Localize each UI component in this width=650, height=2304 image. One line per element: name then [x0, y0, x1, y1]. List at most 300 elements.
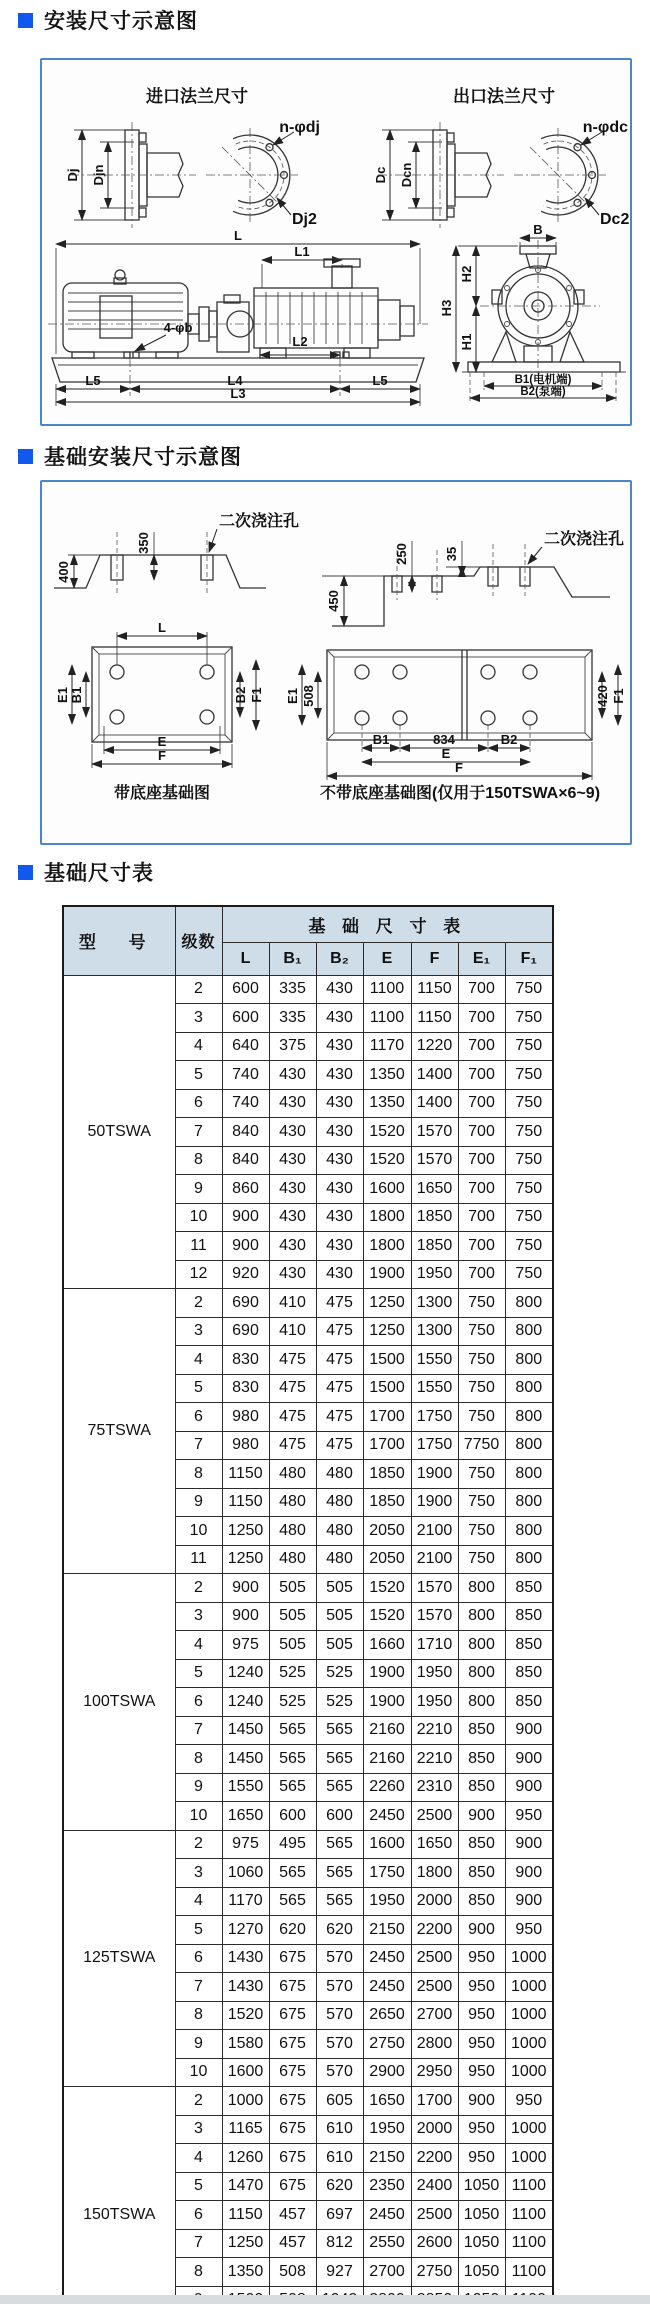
stage-cell: 2: [175, 1830, 222, 1859]
dimension-value-cell: 565: [316, 1830, 363, 1859]
model-column-header: 型 号: [63, 906, 175, 975]
dimension-value-cell: 800: [505, 1517, 553, 1546]
dimension-value-cell: 505: [316, 1574, 363, 1603]
dimension-value-cell: 1000: [505, 2001, 553, 2030]
dimension-value-cell: 950: [458, 2030, 505, 2059]
dimension-value-cell: 1520: [363, 1574, 411, 1603]
stage-cell: 5: [175, 2172, 222, 2201]
dimension-value-cell: 1950: [411, 1659, 458, 1688]
inlet-flange-diagram: [65, 119, 320, 228]
plan2-dim-508: 508: [301, 685, 316, 707]
dimension-value-cell: 1350: [222, 2258, 269, 2287]
dimension-value-cell: 750: [458, 1374, 505, 1403]
dimension-value-cell: 1600: [363, 1175, 411, 1204]
section-title: 基础安装尺寸示意图: [44, 446, 242, 469]
dimension-value-cell: 840: [222, 1146, 269, 1175]
inlet-dim-outer: Dj: [65, 168, 80, 182]
dimension-value-cell: 620: [316, 1916, 363, 1945]
stage-cell: 6: [175, 1688, 222, 1717]
grout-hole-label: 二次浇注孔: [219, 513, 300, 530]
stage-cell: 6: [175, 1944, 222, 1973]
dimension-value-cell: 410: [269, 1289, 316, 1318]
dimension-value-cell: 475: [269, 1403, 316, 1432]
dimension-value-cell: 1500: [363, 1346, 411, 1375]
dimension-value-cell: 900: [458, 1802, 505, 1831]
stage-cell: 8: [175, 1745, 222, 1774]
dimension-value-cell: 1750: [411, 1403, 458, 1432]
dimension-value-cell: 900: [458, 1916, 505, 1945]
dimension-value-cell: 1650: [411, 1830, 458, 1859]
outlet-flange-title: 出口法兰尺寸: [453, 87, 555, 106]
dimension-value-cell: 1100: [505, 2172, 553, 2201]
dimension-value-cell: 480: [269, 1517, 316, 1546]
dimension-value-cell: 1150: [411, 975, 458, 1004]
dimension-value-cell: 1430: [222, 1973, 269, 2002]
dimension-value-cell: 675: [269, 2030, 316, 2059]
dimension-value-cell: 750: [458, 1517, 505, 1546]
dimension-value-cell: 335: [269, 1004, 316, 1033]
dimension-value-cell: 860: [222, 1175, 269, 1204]
dim-L5-right: L5: [372, 373, 388, 388]
dimension-value-cell: 1900: [363, 1688, 411, 1717]
foundation-plan-with-base: [55, 620, 264, 802]
stage-cell: 5: [175, 1916, 222, 1945]
dimension-value-cell: 505: [316, 1631, 363, 1660]
foundation-diagram: [42, 482, 630, 843]
stage-cell: 5: [175, 1374, 222, 1403]
dimension-value-cell: 2500: [411, 2201, 458, 2230]
stage-cell: 5: [175, 1061, 222, 1090]
dimension-value-cell: 750: [458, 1403, 505, 1432]
dimension-value-cell: 475: [269, 1374, 316, 1403]
plan-dim-B2: B2: [233, 686, 248, 704]
model-name-cell: 125TSWA: [63, 1830, 175, 2087]
dimension-value-cell: 495: [269, 1830, 316, 1859]
dimension-value-cell: 475: [316, 1374, 363, 1403]
dimension-value-cell: 950: [458, 2001, 505, 2030]
dimension-value-cell: 600: [222, 1004, 269, 1033]
dimension-value-cell: 1150: [222, 1488, 269, 1517]
stage-cell: 3: [175, 1859, 222, 1888]
stage-cell: 10: [175, 1802, 222, 1831]
dimension-value-cell: 800: [505, 1317, 553, 1346]
scan-bottom-edge: [0, 2295, 650, 2304]
dimension-value-cell: 620: [269, 1916, 316, 1945]
model-name-cell: 75TSWA: [63, 1289, 175, 1574]
dimension-value-cell: 675: [269, 2144, 316, 2173]
dimension-value-cell: 800: [458, 1659, 505, 1688]
install-diagram: [42, 60, 630, 424]
dimension-value-cell: 675: [269, 2172, 316, 2201]
dimension-value-cell: 1150: [411, 1004, 458, 1033]
dimension-value-cell: 1800: [411, 1859, 458, 1888]
table-row: [63, 975, 553, 1004]
dimension-value-cell: 2160: [363, 1745, 411, 1774]
plan-dim-L: L: [158, 620, 166, 635]
dimension-value-cell: 850: [458, 1716, 505, 1745]
dimension-value-cell: 480: [269, 1545, 316, 1574]
dimension-value-cell: 1650: [222, 1802, 269, 1831]
dimension-value-cell: 1950: [411, 1688, 458, 1717]
dim-L3: L3: [230, 386, 246, 401]
dimension-value-cell: 2450: [363, 1802, 411, 1831]
dimension-value-cell: 800: [505, 1488, 553, 1517]
foundation-plan-without-base: [285, 650, 626, 802]
dimension-value-cell: 800: [505, 1374, 553, 1403]
dimension-value-cell: 475: [316, 1346, 363, 1375]
dimension-value-cell: 2000: [411, 1887, 458, 1916]
dimension-value-cell: 1150: [222, 2201, 269, 2230]
plan2-dim-B1: B1: [372, 732, 390, 747]
dimension-value-cell: 1100: [363, 975, 411, 1004]
dimension-value-cell: 430: [269, 1203, 316, 1232]
dimension-value-cell: 2160: [363, 1716, 411, 1745]
dimension-value-cell: 850: [458, 1773, 505, 1802]
dimension-value-cell: 2800: [411, 2030, 458, 2059]
dimension-value-cell: 700: [458, 1175, 505, 1204]
stage-cell: 3: [175, 1602, 222, 1631]
dimension-value-cell: 2210: [411, 1745, 458, 1774]
dimension-value-cell: 800: [505, 1346, 553, 1375]
stage-cell: 7: [175, 1118, 222, 1147]
pump-side-view: [48, 228, 428, 406]
plan-dim-E: E: [157, 734, 167, 749]
stage-cell: 6: [175, 2201, 222, 2230]
stage-column-header: 级数: [175, 906, 222, 975]
dimension-value-cell: 750: [505, 1260, 553, 1289]
stage-cell: 4: [175, 1346, 222, 1375]
outlet-flange-diagram: [373, 119, 629, 228]
dimension-value-cell: 750: [505, 1232, 553, 1261]
dimension-value-cell: 640: [222, 1032, 269, 1061]
dimension-value-cell: 610: [316, 2115, 363, 2144]
section-title: 安装尺寸示意图: [44, 10, 198, 33]
dimension-value-cell: 430: [269, 1118, 316, 1147]
dimension-value-cell: 2500: [411, 1973, 458, 2002]
dim-H1: H1: [459, 333, 474, 351]
dimension-value-cell: 2450: [363, 1944, 411, 1973]
dimension-value-cell: 2310: [411, 1773, 458, 1802]
dimension-value-cell: 1470: [222, 2172, 269, 2201]
dimension-value-cell: 565: [316, 1773, 363, 1802]
dimension-value-cell: 950: [458, 1944, 505, 1973]
dimension-value-cell: 570: [316, 2058, 363, 2087]
dimension-value-cell: 2750: [363, 2030, 411, 2059]
plan-caption-with-base: 带底座基础图: [113, 785, 211, 802]
stage-cell: 3: [175, 1317, 222, 1346]
dimension-value-cell: 1550: [222, 1773, 269, 1802]
col-header-B1: B₁: [269, 942, 316, 975]
dimension-value-cell: 800: [458, 1602, 505, 1631]
dimension-value-cell: 750: [505, 1203, 553, 1232]
dim-H2: H2: [459, 265, 474, 283]
dimension-value-cell: 1950: [363, 1887, 411, 1916]
col-header-F1: F₁: [505, 942, 553, 975]
dimension-value-cell: 1000: [505, 1973, 553, 2002]
dimension-value-cell: 900: [505, 1887, 553, 1916]
dimension-value-cell: 430: [316, 1232, 363, 1261]
dimension-value-cell: 850: [458, 1830, 505, 1859]
dimension-value-cell: 830: [222, 1374, 269, 1403]
dimension-value-cell: 1220: [411, 1032, 458, 1061]
dimension-value-cell: 430: [269, 1175, 316, 1204]
dimension-value-cell: 1550: [411, 1346, 458, 1375]
dimension-value-cell: 1580: [222, 2030, 269, 2059]
stage-cell: 4: [175, 1032, 222, 1061]
dimension-value-cell: 675: [269, 2087, 316, 2116]
inlet-dim-inner: Djn: [91, 164, 106, 186]
stage-cell: 11: [175, 1232, 222, 1261]
dimension-value-cell: 2500: [411, 1802, 458, 1831]
dimension-value-cell: 1100: [505, 2229, 553, 2258]
dimension-value-cell: 900: [458, 2087, 505, 2116]
dimension-value-cell: 975: [222, 1830, 269, 1859]
dimension-value-cell: 750: [505, 1175, 553, 1204]
dimension-value-cell: 1650: [363, 2087, 411, 2116]
dimension-value-cell: 565: [269, 1773, 316, 1802]
section-header-table: [18, 860, 154, 884]
table-row: [63, 1830, 553, 1859]
dimension-value-cell: 750: [505, 1089, 553, 1118]
inlet-circle-label: Dj2: [292, 211, 317, 228]
dimension-value-cell: 900: [505, 1859, 553, 1888]
plan2-dim-834: 834: [433, 732, 455, 747]
dimension-value-cell: 2150: [363, 1916, 411, 1945]
dimension-value-cell: 750: [458, 1545, 505, 1574]
dimension-value-cell: 850: [505, 1602, 553, 1631]
dimension-value-cell: 920: [222, 1260, 269, 1289]
dimension-value-cell: 750: [505, 975, 553, 1004]
stage-cell: 7: [175, 1431, 222, 1460]
dimension-value-cell: 1240: [222, 1688, 269, 1717]
grout-hole-label: 二次浇注孔: [544, 531, 625, 548]
dimension-value-cell: 525: [269, 1688, 316, 1717]
col-header-E1: E₁: [458, 942, 505, 975]
dimension-value-cell: 1950: [411, 1260, 458, 1289]
dimension-value-cell: 750: [458, 1289, 505, 1318]
dimension-value-cell: 600: [316, 1802, 363, 1831]
dimension-value-cell: 430: [316, 1032, 363, 1061]
dimension-value-cell: 675: [269, 2001, 316, 2030]
dimension-value-cell: 508: [269, 2258, 316, 2287]
dimension-value-cell: 2100: [411, 1545, 458, 1574]
dimension-value-cell: 565: [316, 1887, 363, 1916]
pump-end-view: [439, 222, 626, 402]
stage-cell: 9: [175, 1175, 222, 1204]
stage-cell: 3: [175, 2115, 222, 2144]
dimension-value-cell: 800: [505, 1545, 553, 1574]
dimension-value-cell: 900: [505, 1716, 553, 1745]
dimension-value-cell: 430: [316, 1175, 363, 1204]
dimension-value-cell: 830: [222, 1346, 269, 1375]
dimension-value-cell: 1750: [363, 1859, 411, 1888]
model-name-cell: 150TSWA: [63, 2087, 175, 2304]
dimension-value-cell: 1950: [363, 2115, 411, 2144]
dimension-value-cell: 570: [316, 1944, 363, 1973]
dimension-value-cell: 2210: [411, 1716, 458, 1745]
dimension-value-cell: 1300: [411, 1289, 458, 1318]
dimension-value-cell: 457: [269, 2201, 316, 2230]
dimension-value-cell: 505: [269, 1602, 316, 1631]
dimension-value-cell: 900: [222, 1602, 269, 1631]
stage-cell: 9: [175, 1773, 222, 1802]
dim-L5-left: L5: [85, 373, 101, 388]
dimension-value-cell: 1600: [222, 2058, 269, 2087]
stage-cell: 11: [175, 1545, 222, 1574]
dimension-value-cell: 335: [269, 975, 316, 1004]
dimension-value-cell: 1800: [363, 1203, 411, 1232]
dimension-value-cell: 1350: [363, 1061, 411, 1090]
dimension-value-cell: 900: [222, 1574, 269, 1603]
dimension-table-body: [63, 975, 553, 2304]
dimension-value-cell: 430: [269, 1260, 316, 1289]
dim-450: 450: [326, 590, 341, 612]
dimension-value-cell: 750: [458, 1460, 505, 1489]
dimension-value-cell: 525: [316, 1688, 363, 1717]
dimension-value-cell: 565: [269, 1745, 316, 1774]
dimension-value-cell: 840: [222, 1118, 269, 1147]
dimension-value-cell: 2500: [411, 1944, 458, 1973]
dim-L4: L4: [227, 373, 243, 388]
dimension-value-cell: 2600: [411, 2229, 458, 2258]
dimension-value-cell: 475: [316, 1431, 363, 1460]
col-header-L: L: [222, 942, 269, 975]
table-span-header: 基 础 尺 寸 表: [222, 906, 553, 942]
dimension-value-cell: 2050: [363, 1545, 411, 1574]
outlet-bolt-label: n-φdc: [582, 119, 628, 136]
plan2-dim-B2: B2: [500, 732, 518, 747]
plan2-dim-420: 420: [595, 685, 610, 707]
dimension-value-cell: 1240: [222, 1659, 269, 1688]
dimension-value-cell: 750: [458, 1317, 505, 1346]
dimension-value-cell: 700: [458, 1004, 505, 1033]
dimension-value-cell: 430: [269, 1061, 316, 1090]
dimension-value-cell: 505: [316, 1602, 363, 1631]
dimension-value-cell: 457: [269, 2229, 316, 2258]
dimension-value-cell: 430: [316, 1203, 363, 1232]
dimension-value-cell: 750: [505, 1004, 553, 1033]
dimension-value-cell: 430: [316, 1260, 363, 1289]
stage-cell: 7: [175, 2229, 222, 2258]
foundation-profile-with-base: [54, 511, 299, 596]
dimension-value-cell: 900: [505, 1745, 553, 1774]
dimension-value-cell: 1750: [411, 1431, 458, 1460]
dimension-value-cell: 850: [505, 1574, 553, 1603]
plan2-dim-F: F: [455, 760, 463, 775]
inlet-bolt-circle-view: [206, 119, 320, 228]
dimension-value-cell: 1660: [363, 1631, 411, 1660]
dimension-value-cell: 900: [505, 1830, 553, 1859]
dimension-value-cell: 2450: [363, 2201, 411, 2230]
dimension-value-cell: 430: [269, 1232, 316, 1261]
stage-cell: 3: [175, 1004, 222, 1033]
section-marker-icon: [18, 449, 33, 464]
stage-cell: 10: [175, 1517, 222, 1546]
dim-B1-motor-end: B1(电机端): [514, 374, 572, 386]
dimension-value-cell: 1100: [363, 1004, 411, 1033]
dim-B2-pump-end: B2(泵端): [520, 386, 566, 398]
dimension-value-cell: 1850: [411, 1203, 458, 1232]
dimension-value-cell: 675: [269, 1973, 316, 2002]
dimension-value-cell: 2350: [363, 2172, 411, 2201]
dimension-value-cell: 1850: [363, 1460, 411, 1489]
dim-B: B: [533, 222, 543, 237]
dimension-value-cell: 1350: [363, 1089, 411, 1118]
dimension-value-cell: 1100: [505, 2201, 553, 2230]
dimension-value-cell: 1500: [363, 1374, 411, 1403]
dimension-value-cell: 1000: [505, 2030, 553, 2059]
stage-cell: 7: [175, 1716, 222, 1745]
dimension-value-cell: 1270: [222, 1916, 269, 1945]
dim-250: 250: [394, 543, 409, 565]
dimension-value-cell: 430: [316, 1118, 363, 1147]
dimension-value-cell: 1170: [222, 1887, 269, 1916]
dimension-value-cell: 2050: [363, 1517, 411, 1546]
dimension-value-cell: 480: [316, 1545, 363, 1574]
dimension-value-cell: 927: [316, 2258, 363, 2287]
dimension-value-cell: 1700: [363, 1403, 411, 1432]
dim-350: 350: [136, 532, 151, 554]
dimension-value-cell: 750: [505, 1032, 553, 1061]
dimension-value-cell: 2650: [363, 2001, 411, 2030]
dimension-value-cell: 410: [269, 1317, 316, 1346]
stage-cell: 2: [175, 975, 222, 1004]
dimension-value-cell: 1050: [458, 2201, 505, 2230]
dimension-value-cell: 850: [505, 1631, 553, 1660]
dimension-value-cell: 700: [458, 1061, 505, 1090]
dimension-value-cell: 700: [458, 1260, 505, 1289]
dimension-value-cell: 850: [505, 1659, 553, 1688]
plan2-dim-E: E: [441, 746, 451, 761]
foundation-dimension-table: [62, 905, 552, 2304]
dimension-value-cell: 950: [505, 1802, 553, 1831]
dimension-value-cell: 480: [316, 1517, 363, 1546]
stage-cell: 6: [175, 1403, 222, 1432]
dimension-value-cell: 690: [222, 1289, 269, 1318]
dimension-value-cell: 565: [316, 1745, 363, 1774]
dimension-value-cell: 1250: [222, 1545, 269, 1574]
dim-L1: L1: [294, 244, 310, 259]
dimension-value-cell: 480: [316, 1488, 363, 1517]
dimension-value-cell: 1850: [363, 1488, 411, 1517]
dimension-value-cell: 1260: [222, 2144, 269, 2173]
dimension-value-cell: 980: [222, 1403, 269, 1432]
dim-bolt: 4-φb: [163, 320, 193, 335]
stage-cell: 6: [175, 1089, 222, 1118]
stage-cell: 5: [175, 1659, 222, 1688]
plan2-dim-F1: F1: [611, 688, 626, 704]
dimension-value-cell: 1700: [411, 2087, 458, 2116]
dimension-value-cell: 475: [269, 1431, 316, 1460]
dimension-value-cell: 1250: [222, 2229, 269, 2258]
dimension-value-cell: 1250: [222, 1517, 269, 1546]
dimension-value-cell: 600: [269, 1802, 316, 1831]
dimension-value-cell: 610: [316, 2144, 363, 2173]
dimension-value-cell: 430: [316, 1004, 363, 1033]
dimension-value-cell: 1700: [363, 1431, 411, 1460]
dimension-value-cell: 675: [269, 2058, 316, 2087]
dimension-value-cell: 475: [316, 1289, 363, 1318]
dimension-value-cell: 750: [505, 1146, 553, 1175]
dimension-value-cell: 750: [505, 1118, 553, 1147]
dimension-value-cell: 570: [316, 2030, 363, 2059]
dimension-value-cell: 1570: [411, 1118, 458, 1147]
dimension-value-cell: 1900: [411, 1460, 458, 1489]
dimension-value-cell: 430: [316, 1146, 363, 1175]
dimension-value-cell: 570: [316, 1973, 363, 2002]
foundation-profile-without-base: [322, 529, 624, 626]
dimension-value-cell: 850: [458, 1745, 505, 1774]
